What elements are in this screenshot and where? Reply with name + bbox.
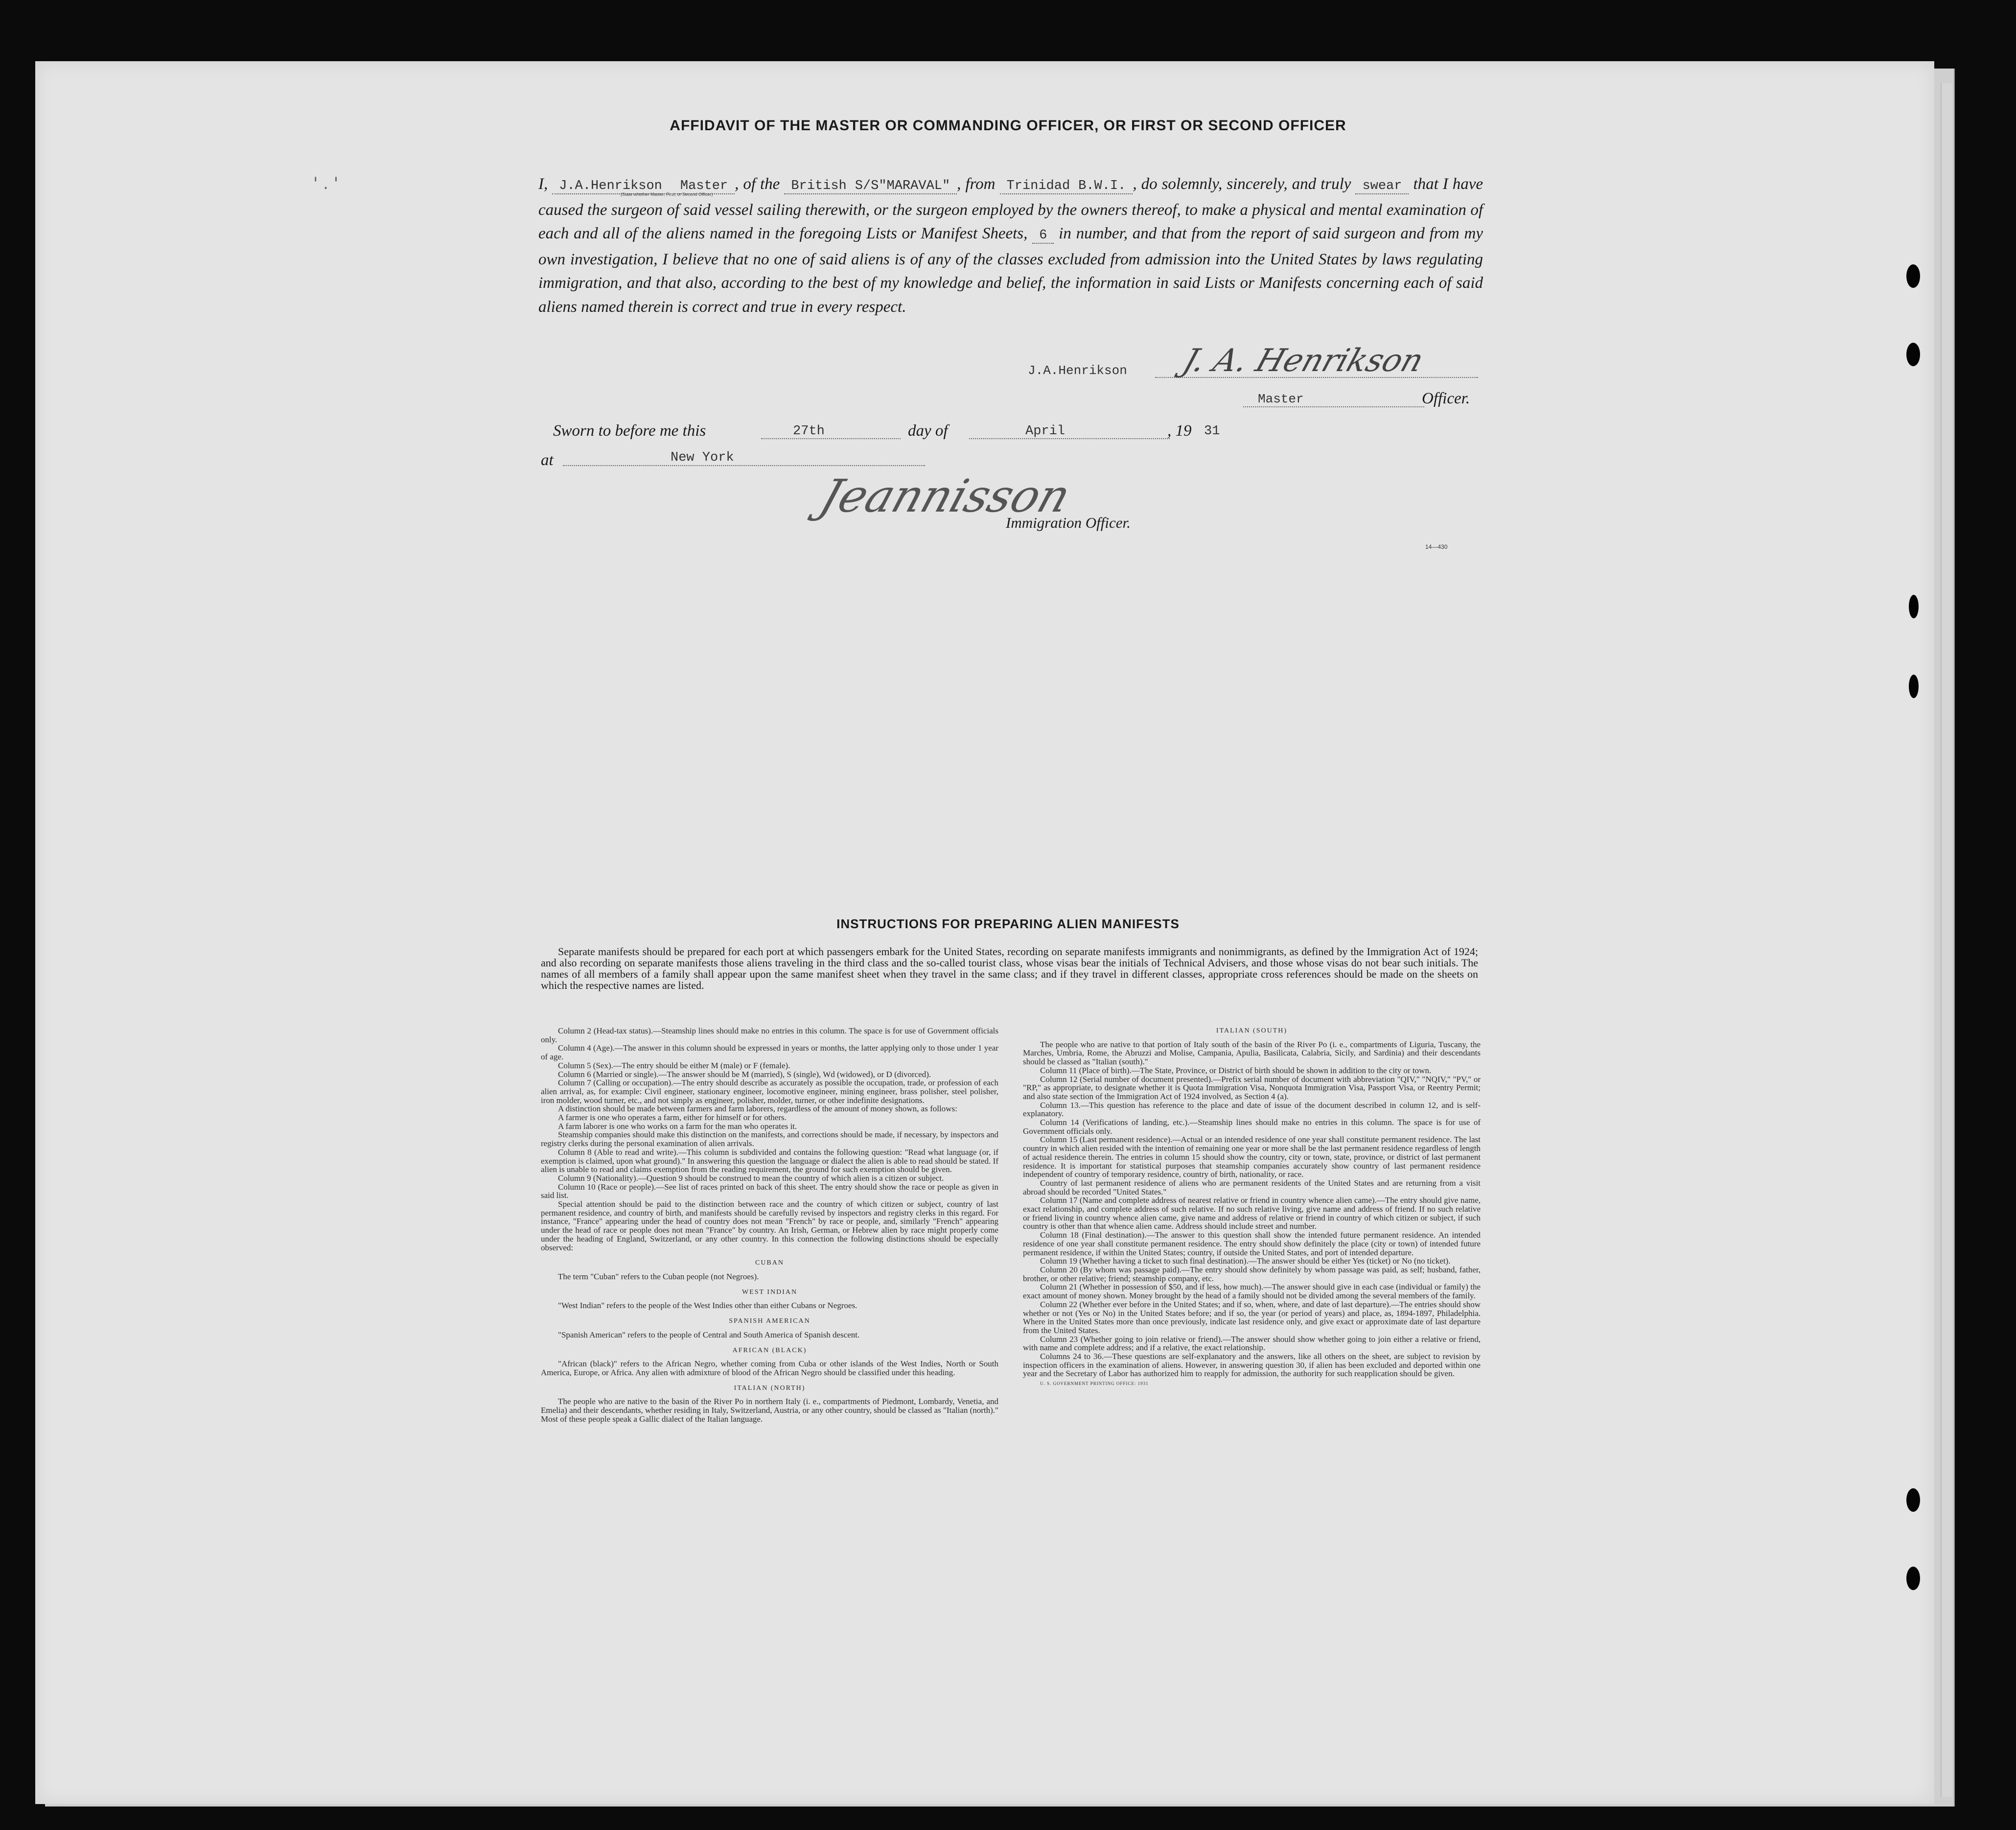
binder-hole bbox=[1909, 675, 1919, 698]
instruction-paragraph: Columns 24 to 36.—These questions are self-explanatory and the answers, like all others on the sheet, are subject to revision by inspection officers in the examination of aliens. However, in answering question 30, if alien has been excluded and deported within one year and the Secretary of Labor has authorized him to reapply for admission, the authority for such reapplication should be given. bbox=[1023, 1352, 1481, 1379]
instruction-paragraph: Column 10 (Race or people).—See list of races printed on back of this sheet. The entry should show the race or people as given in said list. bbox=[541, 1182, 998, 1200]
instruction-paragraph: Special attention should be paid to the distinction between race and the country of which citizen or subject, country of last permanent residence, and country of birth, and manifests should be carefully revised by inspectors and registry clerks in this regard. For instance, "France" appearing under the head of country does not mean "French" by race or people, and, similarly "French" appearing under the head of race or people does not mean "France" by country. An Irish, German, or Hebrew alien by race might properly come under the heading of England, Switzerland, or any other country. In this connection the following distinctions should be especially observed: bbox=[541, 1199, 998, 1252]
master-name: J.A.Henrikson bbox=[552, 179, 669, 194]
instruction-paragraph: Column 11 (Place of birth).—The State, Province, or District of birth should be shown in addition to the city or town. bbox=[1040, 1065, 1432, 1075]
instruction-paragraph: Column 15 (Last permanent residence).—Actual or an intended residence of one year shall constitute permanent residence. The last country in which alien resided with the intention of remaining one year or more shall be the last permanent residence regardless of length of actual residence therein. The entries in column 15 should show the country, city or town, state, province, or district of last permanent residence. It is important for statistical purposes that steamship companies accurately show country of last permanent residence independent of country of temporary residence, country of birth, nationality, or race. bbox=[1023, 1135, 1481, 1179]
manifest-page bbox=[35, 61, 1934, 1804]
officer-rank: Master bbox=[673, 179, 735, 194]
instruction-paragraph bbox=[1023, 1378, 1481, 1388]
section-heading-african: AFRICAN (BLACK) bbox=[732, 1346, 807, 1354]
instruction-paragraph: A distinction should be made between farmers and farm laborers, regardless of the amount of money shown, as follows: bbox=[558, 1104, 957, 1114]
printer-imprint: U. S. GOVERNMENT PRINTING OFFICE: 1931 bbox=[1040, 1381, 1149, 1386]
instruction-paragraph: Column 4 (Age).—The answer in this column should be expressed in years or months, the latter applying only to those under 1 year of age. bbox=[541, 1043, 998, 1062]
instruction-paragraph: A farm laborer is one who works on a farm for the man who operates it. bbox=[558, 1121, 797, 1131]
instruction-paragraph: Column 17 (Name and complete address of nearest relative or friend in country whence alien came).—The entry should give name, exact relationship, and complete address of such relative. If no such relative living, give name and address of friend. If no such relative or friend living in country whence alien came, give name and address of relative or friend in country of which citizen or subject, if such country is other than that whence alien came. Address should include street and number. bbox=[1023, 1196, 1481, 1231]
instructions-title: INSTRUCTIONS FOR PREPARING ALIEN MANIFESTS bbox=[836, 916, 1180, 931]
instruction-paragraph: Column 13.—This question has reference to the place and date of issue of the document described in column 12, and is self-explanatory. bbox=[1023, 1100, 1481, 1119]
instruction-paragraph: Column 21 (Whether in possession of $50, and if less, how much).—The answer should give in each case (individual or family) the exact amount of money shown. Money brought by the head of a family should not be divided among the several members of the family. bbox=[1023, 1282, 1481, 1301]
instruction-paragraph: Column 14 (Verifications of landing, etc.).—Steamship lines should make no entries in this column. The space is for use of Government officials only. bbox=[1023, 1118, 1481, 1136]
instruction-paragraph: Column 8 (Able to read and write).—This column is subdivided and contains the following question: "Read what language (or, if exemption is claimed, upon what ground)." In answering this question the language or dialect the alien is able to read should be stated. If alien is unable to read and claims exemption from the reading requirement, the ground for such exemption should be given. bbox=[541, 1147, 998, 1174]
day-of-label: day of bbox=[908, 422, 948, 440]
instructions-intro: Separate manifests should be prepared for each port at which passengers embark for the United States, recording on separate manifests immigrants and nonimmigrants, as defined by the Immigration Act of 1924; and also recording on separate manifests those aliens traveling in the third class and the so-called tourist class, whose visas bear the initials of Technical Advisers, and those whose visas do not bear such initials. The names of all members of a family shall appear upon the same manifest sheet when they travel in the same class; and if they travel in different classes, appropriate cross references should be made on the sheets on which the respective names are listed. bbox=[541, 945, 1478, 991]
typed-master-name: J.A.Henrikson bbox=[1028, 363, 1127, 378]
rank-note: (State whether Master, First, or Second Officer) bbox=[621, 192, 713, 197]
affidavit-title: AFFIDAVIT OF THE MASTER OR COMMANDING OFFICER, OR FIRST OR SECOND OFFICER bbox=[670, 117, 1346, 134]
instruction-paragraph: Steamship companies should make this distinction on the manifests, and corrections should be made, if necessary, by inspectors and registry clerks during the personal examination of alien arrivals. bbox=[541, 1130, 998, 1149]
instruction-paragraph: The people who are native to that portion of Italy south of the basin of the River Po (i. e., compartments of Liguria, Tuscany, the Marches, Umbria, Rome, the Abruzzi and Molise, Campania, Apulia, Basilicata, Calabria, Sicily, and Sardinia) and their descendants should be classed as "Italian (south)." bbox=[1023, 1039, 1481, 1067]
african-definition: "African (black)" refers to the African Negro, whether coming from Cuba or other islands of the West Indies, North or South America, Europe, or Africa. Any alien with admixture of blood of the African Negro should be classified under this heading. bbox=[541, 1359, 998, 1377]
sheet-count: 6 bbox=[1032, 228, 1054, 244]
instruction-paragraph: Column 5 (Sex).—The entry should be either M (male) or F (female). bbox=[558, 1060, 790, 1070]
instruction-paragraph: Column 23 (Whether going to join relative or friend).—The answer should show whether going to join either a relative or friend, with name and complete address; and if a relative, the exact relationship. bbox=[1023, 1334, 1481, 1353]
instruction-paragraph: Column 19 (Whether having a ticket to such final destination).—The answer should be either Yes (ticket) or No (no ticket). bbox=[1040, 1256, 1451, 1266]
scan-mark: ' . ' bbox=[313, 174, 339, 193]
instruction-paragraph: Column 20 (By whom was passage paid).—The entry should show definitely by whom passage was paid, as self; husband, father, brother, or other relative; friend; steamship company, etc. bbox=[1023, 1265, 1481, 1283]
binder-hole bbox=[1906, 1567, 1920, 1590]
instruction-paragraph: Column 6 (Married or single).—The answer should be M (married), S (single), Wd (widowed), or D (divorced). bbox=[558, 1069, 931, 1079]
italian-north-definition: The people who are native to the basin of the River Po in northern Italy (i. e., compartments of Piedmont, Lombardy, Venetia, and Emelia) and their descendants, whether residing in Italy, Switzerland, Austria, or any other country, should be classed as "Italian (north)." Most of these people speak a Gallic dialect of the Italian language. bbox=[541, 1397, 998, 1424]
cuban-definition: The term "Cuban" refers to the Cuban people (not Negroes). bbox=[558, 1271, 759, 1281]
instruction-paragraph: Column 12 (Serial number of document presented).—Prefix serial number of document with abbreviation "QIV," "NQIV," "PV," or "RP," as appropriate, to designate whether it is Quota Immigration Visa, Nonquota Immigration Visa, Passport Visa, or Reentry Permit; and also state section of the Immigration Act of 1924 involved, as Section 4 (a). bbox=[1023, 1074, 1481, 1101]
west-indian-definition: "West Indian" refers to the people of the West Indies other than either Cubans or Negroes. bbox=[558, 1301, 857, 1311]
section-heading-italian-south: ITALIAN (SOUTH) bbox=[1216, 1027, 1288, 1034]
sworn-month: April bbox=[1025, 424, 1066, 439]
instruction-paragraph: Column 2 (Head-tax status).—Steamship lines should make no entries in this column. The space is for use of Government officials only. bbox=[541, 1026, 998, 1044]
departure-port: Trinidad B.W.I. bbox=[1000, 179, 1133, 194]
at-label: at bbox=[541, 451, 554, 469]
sworn-year: 31 bbox=[1204, 424, 1220, 439]
sworn-label: Sworn to before me this bbox=[553, 422, 706, 440]
instruction-paragraph: A farmer is one who operates a farm, either for himself or for others. bbox=[558, 1113, 787, 1123]
signed-rank: Master bbox=[1258, 392, 1304, 406]
instruction-paragraph: Column 7 (Calling or occupation).—The entry should describe as accurately as possible the occupation, trade, or profession of each alien arrival, as, for example: Civil engineer, stationary engineer, locomotive engineer, mining engineer, brass polisher, steel polisher, iron molder, wood turner, etc., and not simply as engineer, polisher, molder, turner, or other indefinite designations. bbox=[541, 1078, 998, 1105]
sworn-place: New York bbox=[671, 450, 734, 465]
instruction-paragraph: Country of last permanent residence of aliens who are permanent residents of the United States and are returning from a visit abroad should be recorded "United States." bbox=[1023, 1178, 1481, 1197]
instruction-paragraph: Column 22 (Whether ever before in the United States; and if so, when, where, and date of last departure).—The entries should show whether or not (Yes or No) in the United States before; and if so, the year (or period of years) and place, as, 1894-1897, Philadelphia. Where in the United States more than once previously, indicate last residence only, and give exact or approximate date of last departure from the United States. bbox=[1023, 1299, 1481, 1335]
binder-hole bbox=[1906, 264, 1920, 288]
binder-hole bbox=[1909, 595, 1919, 618]
rank-line bbox=[1243, 406, 1424, 407]
section-heading-cuban: CUBAN bbox=[755, 1259, 784, 1267]
instruction-paragraph: Column 18 (Final destination).—The answer to this question shall show the intended future permanent residence. An intended residence of one year shall constitute permanent residence. The entry should show definitely the place (city or town) of intended future permanent residence, if within the United States; country, if outside the United States, and port of intended departure. bbox=[1023, 1230, 1481, 1257]
section-heading-west-indian: WEST INDIAN bbox=[742, 1288, 798, 1296]
affidavit-text: I, J.A.Henrikson Master , of the British S/S"MARAVAL" , from Trinidad B.W.I. , do solemnly, sincerely, and truly swear that I have caused the surgeon of said vessel sailing therewith, or the surgeon employed by the owners thereof, to make a physical and mental examination of each and all of the aliens named in the foregoing Lists or Manifest Sheets, 6 in number, and that from the report of said surgeon and from my own investigation, I believe that no one of said aliens is of any of the classes excluded from admission into the United States by laws regulating immigration, and that also, according to the best of my knowledge and belief, the information in said Lists or Manifests concerning each of said aliens named therein is correct and true in every respect. bbox=[538, 175, 1483, 316]
binder-hole bbox=[1906, 343, 1920, 366]
instructions-left-column bbox=[541, 1027, 998, 1423]
day-line bbox=[761, 438, 901, 439]
sworn-day: 27th bbox=[793, 424, 825, 439]
year-prefix: , 19 bbox=[1167, 422, 1192, 440]
instructions-right-column bbox=[1023, 1027, 1481, 1388]
spanish-american-definition: "Spanish American" refers to the people of Central and South America of Spanish descent. bbox=[558, 1330, 860, 1339]
oath-word: swear bbox=[1355, 179, 1409, 194]
month-line bbox=[969, 438, 1170, 439]
immigration-officer-signature: Jeannisson bbox=[813, 470, 1077, 522]
section-heading-italian-north: ITALIAN (NORTH) bbox=[734, 1384, 806, 1392]
master-signature: J. A. Henrikson bbox=[1178, 343, 1428, 379]
officer-label: Officer. bbox=[1422, 390, 1470, 407]
immigration-officer-label: Immigration Officer. bbox=[1006, 514, 1131, 531]
section-heading-spanish-american: SPANISH AMERICAN bbox=[729, 1317, 811, 1325]
binder-hole bbox=[1906, 1488, 1920, 1512]
form-number: 14—430 bbox=[1425, 543, 1448, 550]
instruction-paragraph: Column 9 (Nationality).—Question 9 should be construed to mean the country of which alien is a citizen or subject. bbox=[558, 1173, 944, 1183]
ship-name: British S/S"MARAVAL" bbox=[784, 179, 957, 194]
place-line bbox=[563, 465, 925, 466]
page-edge bbox=[1941, 83, 1952, 1797]
